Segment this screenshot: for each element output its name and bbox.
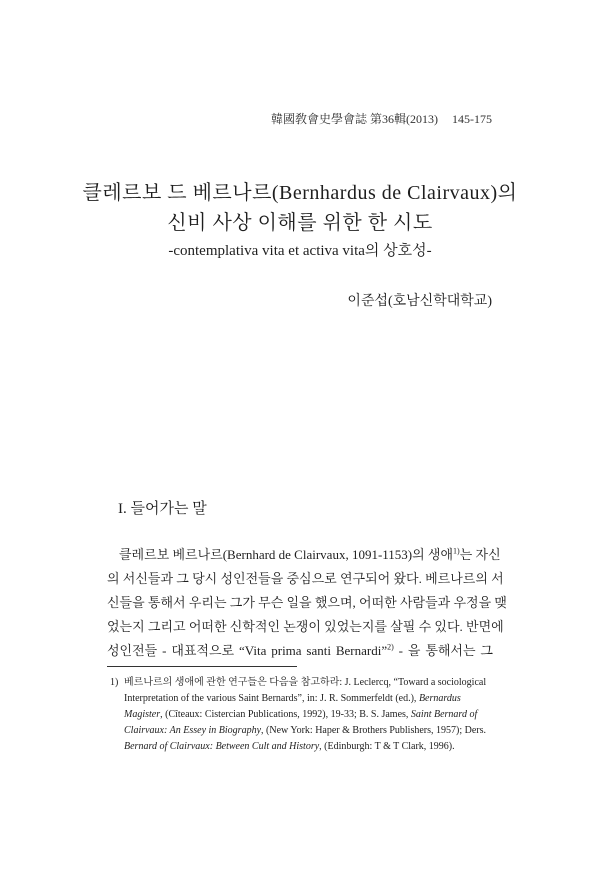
footnote-line: 1) 베르나르의 생애에 관한 연구들은 다음을 참고하라: J. Leclercq, “Toward a sociological	[110, 675, 498, 691]
page-range: 145-175	[452, 112, 492, 126]
title-block	[0, 178, 600, 262]
footnote-ref[interactable]: 1)	[453, 546, 460, 556]
body-line: 클레르보 베르나르(Bernhard de Clairvaux, 1091-1153)의 생애$^{1)}$는 자신	[119, 546, 501, 562]
body-paragraph	[107, 543, 507, 663]
body-line: 었는지 그리고 어떠한 신학적인 논쟁이 있었는지를 살필 수 있다. 반면에	[107, 619, 504, 634]
journal-name: 韓國敎會史學會誌 第36輯(2013)	[271, 112, 438, 126]
author: 이준섭(호남신학대학교)	[347, 294, 492, 309]
subtitle: -contemplativa vita et activa vita의 상호성-	[168, 243, 432, 259]
footnote-line: Clairvaux: An Essey in Biography, (New York: Haper & Brothers Publishers, 1957); Ders.	[124, 725, 487, 736]
footnotes	[110, 675, 498, 755]
footnote-ref[interactable]: 2)	[387, 642, 394, 652]
footnote-line: Magister, (Cîteaux: Cistercian Publications, 1992), 19-33; B. S. James, Saint Bernard of	[124, 709, 478, 720]
footnote-number: 1)	[110, 677, 119, 688]
footnote-line: Interpretation of the various Saint Bernards”, in: J. R. Sommerfeldt (ed.), Bernardus	[124, 693, 461, 704]
body-line: 의 서신들과 그 당시 성인전들을 중심으로 연구되어 왔다. 베르나르의 서	[107, 571, 504, 586]
title-line-2: 신비 사상 이해를 위한 한 시도	[167, 212, 433, 234]
footnote-line: Bernard of Clairvaux: Between Cult and History, (Edinburgh: T & T Clark, 1996).	[124, 741, 455, 752]
running-header	[271, 110, 492, 127]
footnote-divider	[107, 666, 297, 667]
title-line-1: 클레르보 드 베르나르(Bernhardus de Clairvaux)의	[82, 182, 518, 204]
body-line: 성인전들 - 대표적으로 “Vita prima santi Bernardi”$^{2)}$ - 을 통해서는 그	[107, 642, 493, 658]
body-line: 신들을 통해서 우리는 그가 무슨 일을 했으며, 어떠한 사람들과 우정을 맺	[107, 595, 507, 610]
section-heading: I. 들어가는 말	[118, 501, 207, 517]
